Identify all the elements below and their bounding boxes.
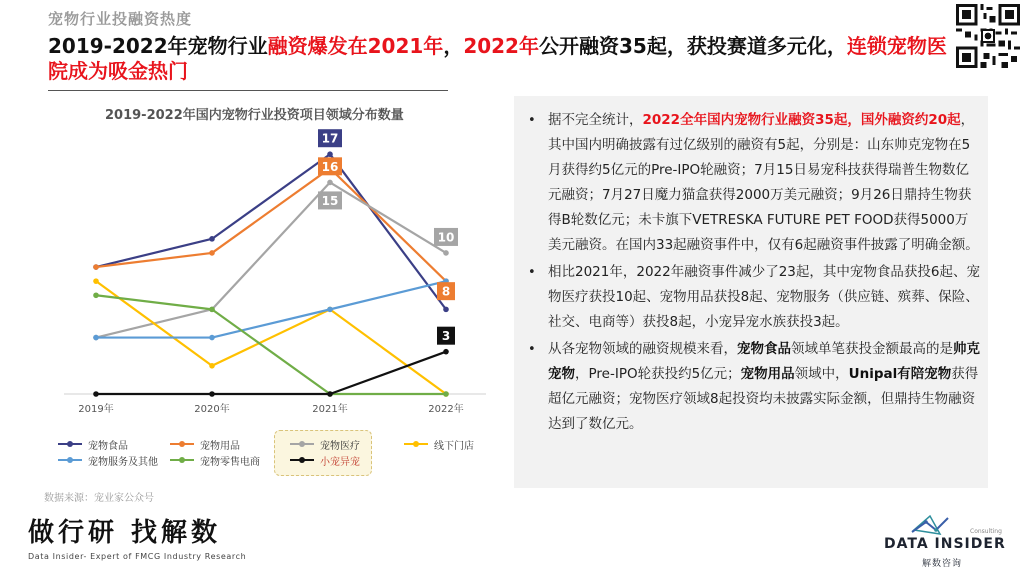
data-point — [209, 250, 215, 256]
data-label: 17 — [321, 131, 339, 146]
data-point — [327, 180, 333, 186]
bullet-text: Unipal有陪宠物 — [848, 366, 952, 382]
data-label: 10 — [437, 230, 455, 245]
bullet-text: 领域单笔获投金额最高的是 — [791, 341, 953, 357]
legend-label: 小宠异宠 — [320, 456, 360, 468]
legend-label: 宠物服务及其他 — [88, 456, 158, 468]
data-point — [327, 391, 333, 397]
legend-item — [170, 452, 260, 468]
legend-item — [170, 436, 240, 452]
bullet-text: 2022全年国内宠物行业融资35起，国外融资约20起 — [642, 112, 961, 128]
bullet-text: 宠物食品 — [737, 341, 791, 357]
bullet-text: 相比2021年，2022年融资事件减少了23起，其中宠物食品获投6起、宠物医疗获投10起、宠物用品获投8起、宠物服务（供应链、殡葬、保险、社交、电商等）获投8起，小宠异宠水族获投3起。 — [548, 264, 980, 330]
data-point — [209, 335, 215, 341]
legend-item — [404, 436, 474, 452]
summary-bullets — [524, 108, 980, 439]
headline-part: 公开融资35起，获投赛道多元化， — [538, 34, 847, 58]
data-point — [93, 391, 99, 397]
series-line-6 — [96, 352, 446, 394]
data-point — [443, 349, 449, 355]
line-chart — [50, 122, 500, 420]
legend-item — [290, 452, 360, 468]
x-tick-label: 2022年 — [428, 404, 464, 415]
bullet-text: ，其中国内明确披露有过亿级别的融资有5起，分别是：山东帅克宠物在5月获得约5亿元的Pre-IPO轮融资；7月15日易宠科技获得瑞普生物数亿元融资；7月27日魔力猫盒获得2000万美元融资；9月26日鼎持生物获得B轮数亿元；未卡旗下VETRESKA FUTURE PET FOOD获得5000万美元融资。在国内33起融资事件中，仅有6起融资事件披露了明确金额。 — [548, 112, 979, 253]
data-point — [209, 307, 215, 313]
data-label: 16 — [321, 159, 339, 174]
summary-bullet — [524, 337, 980, 437]
bullet-text: ，Pre-IPO轮获投约5亿元； — [575, 366, 741, 382]
logo-wordmark: DATA INSIDER — [884, 536, 1006, 552]
legend-item — [290, 436, 360, 452]
bullet-text: 据不完全统计， — [548, 112, 643, 128]
brand-slogan: 做行研 找解数 — [28, 518, 222, 548]
headline-part: 融资爆发在2021年 — [267, 34, 444, 58]
series-line-1 — [96, 168, 446, 281]
legend-swatch — [404, 440, 428, 448]
headline-part: 2019-2022年宠物行业 — [48, 34, 268, 58]
brand-tagline: Data Insider- Expert of FMCG Industry Research — [28, 552, 247, 561]
legend-swatch — [290, 440, 314, 448]
data-point — [443, 250, 449, 256]
series-line-0 — [96, 154, 446, 309]
logo-consulting-text: Consulting — [970, 528, 1002, 535]
headline-part: ， — [443, 34, 464, 58]
summary-bullet — [524, 260, 980, 335]
legend-label: 线下门店 — [434, 440, 474, 452]
headline-part: 2022年 — [463, 34, 539, 58]
bullet-text: 领域中， — [794, 366, 849, 382]
summary-bullet — [524, 108, 980, 258]
legend-label: 宠物医疗 — [320, 440, 360, 452]
series-line-4 — [96, 281, 446, 337]
section-label: 宠物行业投融资热度 — [48, 10, 193, 28]
headline-part: 连锁宠物医院成为吸金热门 — [48, 34, 947, 83]
legend-item — [58, 436, 128, 452]
data-point — [93, 335, 99, 341]
legend-swatch — [290, 456, 314, 464]
data-point — [327, 307, 333, 313]
data-point — [209, 236, 215, 242]
data-label: 15 — [321, 193, 339, 208]
data-point — [443, 307, 449, 313]
bullet-text: 宠物用品 — [740, 366, 795, 382]
data-point — [209, 363, 215, 369]
x-tick-label: 2021年 — [312, 404, 348, 415]
data-point — [209, 391, 215, 397]
bullet-text: 获得超亿元融资；宠物医疗领域8起投资均未披露实际金额，但鼎持生物融资达到了数亿元。 — [548, 366, 979, 432]
data-point — [443, 391, 449, 397]
legend-label: 宠物零售电商 — [200, 456, 260, 468]
qr-code-icon — [956, 4, 1020, 68]
legend-swatch — [170, 440, 194, 448]
legend-label: 宠物食品 — [88, 440, 128, 452]
legend-label: 宠物用品 — [200, 440, 240, 452]
chart-title: 2019-2022年国内宠物行业投资项目领域分布数量 — [105, 108, 404, 123]
data-point — [327, 151, 333, 157]
legend-item — [58, 452, 158, 468]
data-label: 8 — [441, 284, 451, 299]
page-headline — [48, 34, 948, 84]
logo-cn-name: 解数咨询 — [922, 559, 963, 569]
legend-swatch — [58, 440, 82, 448]
data-point — [93, 278, 99, 284]
data-point — [93, 264, 99, 270]
legend-swatch — [58, 456, 82, 464]
series-line-5 — [96, 295, 446, 394]
chart-legend — [58, 436, 488, 484]
legend-swatch — [170, 456, 194, 464]
headline-divider — [48, 90, 448, 91]
data-point — [93, 292, 99, 298]
x-tick-label: 2019年 — [78, 404, 114, 415]
data-label: 3 — [441, 329, 451, 344]
bullet-text: 从各宠物领域的融资规模来看， — [548, 341, 737, 357]
x-tick-label: 2020年 — [194, 404, 230, 415]
data-source: 数据来源：宠业家公众号 — [44, 493, 154, 504]
bullet-text: 帅克宠物 — [548, 341, 980, 382]
